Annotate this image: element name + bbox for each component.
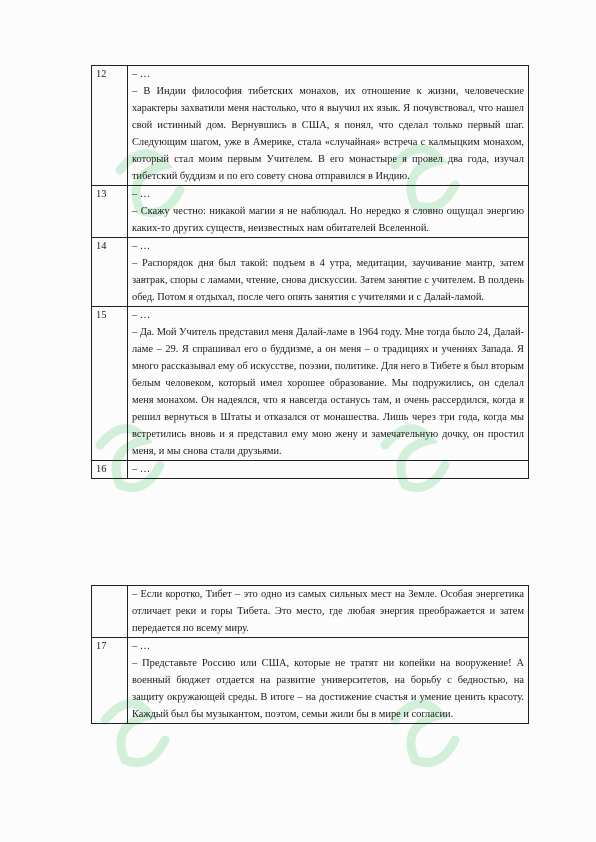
answer-text: – Скажу честно: никакой магии я не наблюдал. Но нередко я словно ощущал энергию каких-то других существ, неизвестных нам обитателей Вселенной.	[132, 206, 524, 234]
question-dash: – …	[132, 310, 151, 321]
table-row	[92, 66, 529, 186]
row-number: 14	[92, 238, 128, 307]
table-row	[92, 586, 529, 638]
answer-text: – Распорядок дня был такой: подъем в 4 утра, медитации, заучивание мантр, затем завтрак, споры с ламами, чтение, снова дискуссии. Затем занятие с учителем. В полдень обед. Потом я отдыхал, после чего опять занятия с учителями и с Далай-ламой.	[132, 258, 524, 303]
row-text-cell	[128, 238, 529, 307]
answer-text: – Да. Мой Учитель представил меня Далай-ламе в 1964 году. Мне тогда было 24, Далай-ламе – 29. Я спрашивал его о буддизме, а он меня – о традициях и учениях Запада. Я много рассказывал ему об искусстве, поэзии, политике. Для него в Тибете я был вторым белым человеком, который имел хорошее образование. Мы подружились, он сделал меня монахом. Он надеялся, что я навсегда останусь там, и очень рассердился, когда я решил вернуться в Штаты и отказался от монашества. Лишь через три года, когда мы встретились вновь и я представил ему мою жену и замечательную дочку, он простил меня, и мы снова стали друзьями.	[132, 327, 524, 457]
row-text-cell	[128, 586, 529, 638]
table-row	[92, 461, 529, 479]
table-row	[92, 186, 529, 238]
table-row	[92, 307, 529, 461]
row-number: 12	[92, 66, 128, 186]
row-text-cell	[128, 186, 529, 238]
row-number: 17	[92, 638, 128, 724]
question-dash: – …	[132, 189, 151, 200]
question-dash: – …	[132, 464, 151, 475]
row-text-cell	[128, 307, 529, 461]
answer-text: – Если коротко, Тибет – это одно из самых сильных мест на Земле. Особая энергетика отличает реки и горы Тибета. Это место, где любая энергия преображается и затем передается по всему миру.	[132, 589, 524, 634]
answers-table-top	[91, 65, 529, 479]
row-text-cell	[128, 66, 529, 186]
answers-table-bottom	[91, 585, 529, 724]
question-dash: – …	[132, 241, 151, 252]
row-text-cell	[128, 461, 529, 479]
table-row	[92, 638, 529, 724]
row-number: 16	[92, 461, 128, 479]
row-number: 15	[92, 307, 128, 461]
table-row	[92, 238, 529, 307]
row-number	[92, 586, 128, 638]
answer-text: – В Индии философия тибетских монахов, их отношение к жизни, человеческие характеры захватили меня настолько, что я выучил их язык. Я почувствовал, что нашел свой истинный дом. Вернувшись в США, я понял, что сделал только первый шаг. Следующим шагом, уже в Америке, стала «случайная» встреча с калмыцким монахом, который стал моим первым Учителем. В его монастыре я провел два года, изучал тибетский буддизм и по его совету снова отправился в Индию.	[132, 86, 524, 182]
row-text-cell	[128, 638, 529, 724]
question-dash: – …	[132, 69, 151, 80]
row-number: 13	[92, 186, 128, 238]
question-dash: – …	[132, 641, 151, 652]
answer-text: – Представьте Россию или США, которые не тратят ни копейки на вооружение! А военный бюджет отдается на развитие университетов, на борьбу с бедностью, на защиту окружающей среды. В итоге – на достижение счастья и умение ценить красоту. Каждый был бы музыкантом, поэтом, семьи жили бы в мире и согласии.	[132, 658, 524, 720]
